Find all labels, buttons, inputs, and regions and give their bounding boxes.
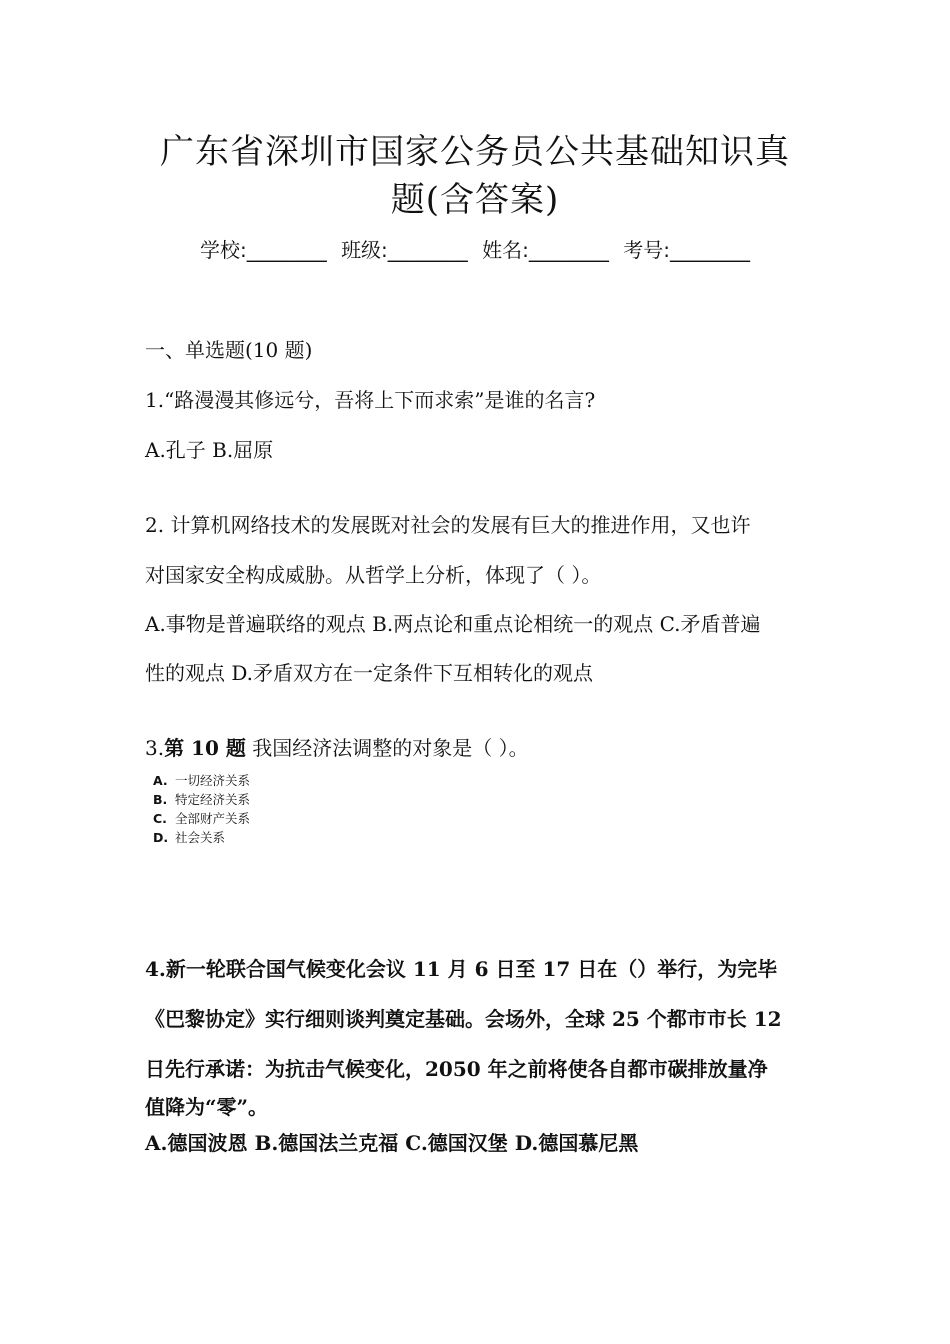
- question-2-stem-line-2: 对国家安全构成威胁。从哲学上分析，体现了（ ）。: [145, 563, 602, 587]
- question-2-stem-line-1: 2. 计算机网络技术的发展既对社会的发展有巨大的推进作用，又也许: [145, 513, 751, 537]
- question-2-options-line-2: 性的观点 D.矛盾双方在一定条件下互相转化的观点: [145, 661, 594, 685]
- title-line-2: 题(含答案): [390, 180, 560, 220]
- question-1-stem: 1.“路漫漫其修远兮，吾将上下而求索”是谁的名言?: [145, 388, 596, 412]
- document-title: [120, 128, 830, 224]
- section-heading: 一、单选题(10 题): [145, 338, 313, 362]
- question-4-stem-line-1: 4.新一轮联合国气候变化会议 11 月 6 日至 17 日在（）举行，为完毕: [145, 957, 778, 981]
- title-line-1: 广东省深圳市国家公务员公共基础知识真: [160, 132, 790, 172]
- exam-number-field: 考号:________: [623, 238, 751, 262]
- question-4-stem-line-4: 值降为“零”。: [145, 1095, 269, 1119]
- question-3-text: 我国经济法调整的对象是（ ）。: [245, 736, 529, 760]
- question-3-option-b: B. 特定经济关系: [153, 792, 251, 807]
- question-3-stem: [145, 734, 529, 762]
- question-3-label: 第 10 题: [164, 736, 246, 760]
- question-4-options: A.德国波恩 B.德国法兰克福 C.德国汉堡 D.德国慕尼黑: [145, 1131, 639, 1155]
- class-field: 班级:________: [341, 238, 468, 262]
- question-3-options: [153, 771, 250, 847]
- question-4-stem-line-2: 《巴黎协定》实行细则谈判奠定基础。会场外，全球 25 个都市市长 12: [145, 1007, 782, 1031]
- question-3-option-a: A. 一切经济关系: [153, 773, 251, 788]
- question-3-option-c: C. 全部财产关系: [153, 811, 251, 826]
- question-3-option-d: D. 社会关系: [153, 830, 226, 845]
- student-info-fields: [0, 236, 950, 264]
- name-field: 姓名:________: [482, 238, 609, 262]
- question-3-number: 3.: [145, 736, 165, 760]
- question-4-stem-line-3: 日先行承诺：为抗击气候变化，2050 年之前将使各自都市碳排放量净: [145, 1057, 768, 1081]
- question-2-options-line-1: A.事物是普遍联络的观点 B.两点论和重点论相统一的观点 C.矛盾普遍: [145, 612, 761, 636]
- school-field: 学校:________: [199, 238, 327, 262]
- question-1-options: A.孔子 B.屈原: [145, 438, 274, 462]
